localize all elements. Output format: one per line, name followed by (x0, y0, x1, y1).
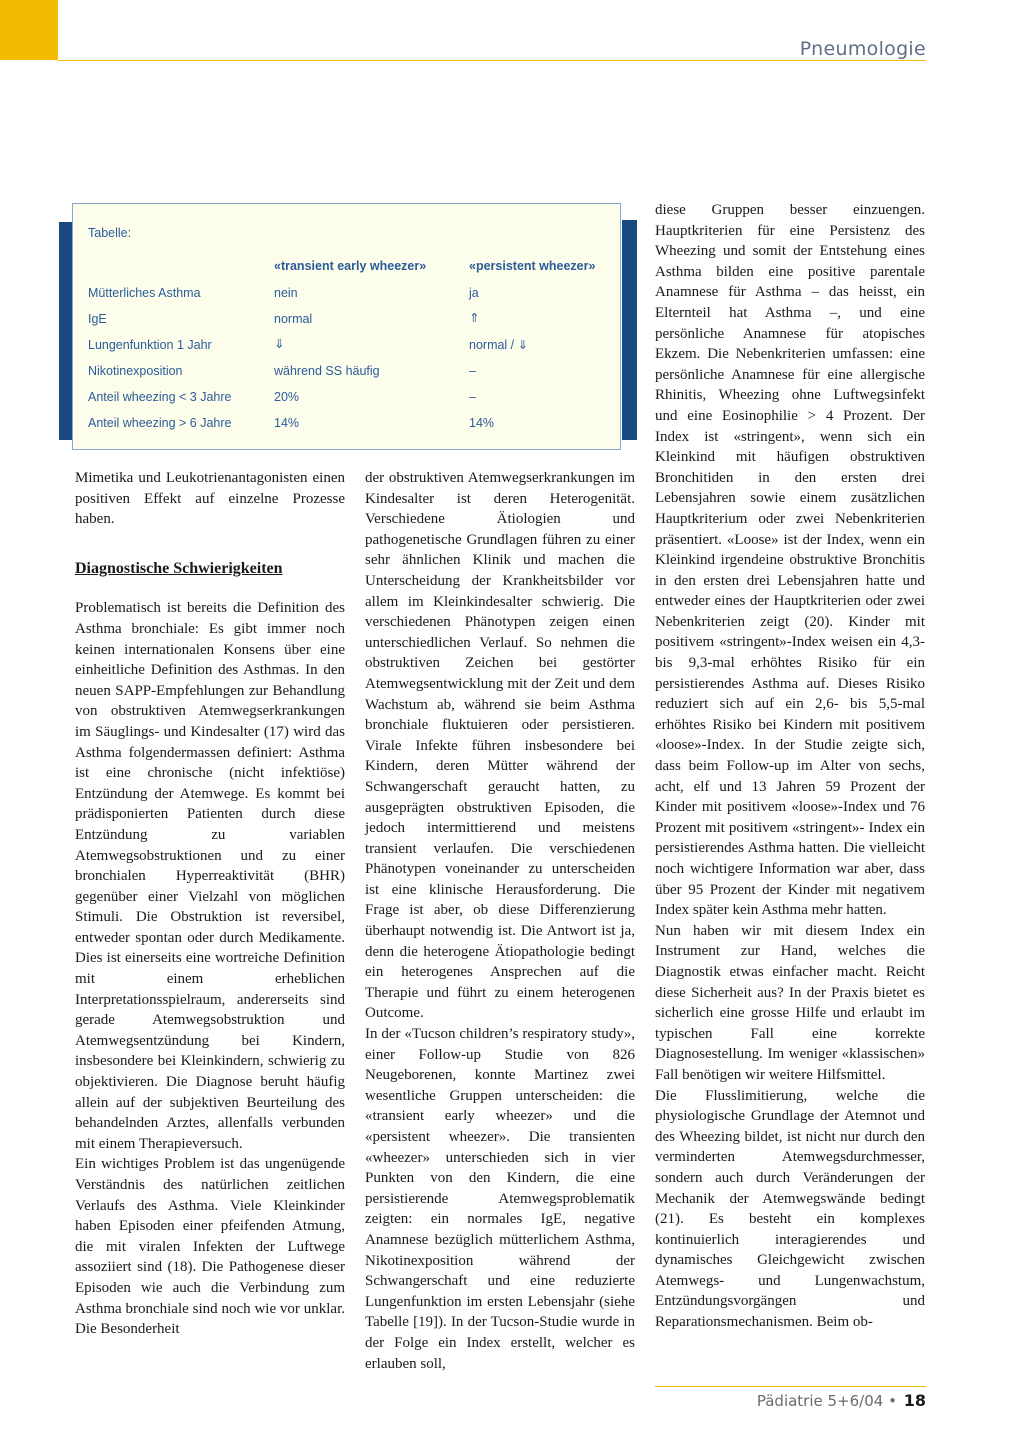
page-number: 18 (903, 1391, 926, 1410)
text-column-3 (655, 200, 925, 1333)
paragraph: diese Gruppen besser einzuengen. Hauptkriterien für eine Persistenz des Wheezing und somit der Entstehung eines Asthma bilden eine positive parentale Anamnese für Asthma – das heisst, ein Elternteil hat Asthma –, und eine persönliche Anamnese für atopisches Ekzem. Die Nebenkriterien umfassen: eine persönliche Anamnese für eine allergische Rhinitis, Wheezing ohne Luftwegsinfekt und eine Eosinophilie > 4 Prozent. Der Index ist «stringent», wenn sich ein Kleinkind mit häufigen obstruktiven Bronchitiden in den ersten drei Lebensjahren sowie einem zusätzlichen Hauptkriterium oder zwei Nebenkriterien präsentiert. «Loose» ist der Index, wenn ein Kleinkind irgendeine obstruktive Bronchitis in den ersten drei Lebensjahren hatte und entweder eines der Hauptkriterien oder zwei Nebenkriterien zeigt (20). Kinder mit positivem «stringent»-Index weisen ein 4,3- bis 9,3-mal erhöhtes Risiko für ein persistierendes Asthma auf. Dieses Risiko reduziert sich auf ein 2,6- bis 5,5-mal erhöhtes Risiko bei Kindern mit positivem «loose»-Index. In der Studie zeigte sich, dass beim Follow-up im Alter von sechs, acht, elf und 13 Jahren 59 Prozent der Kinder mit positivem «loose»-Index und 76 Prozent mit positivem «stringent»- Index ein persistierendes Asthma hatten. Die vielleicht noch wichtigere Information war aber, dass über 95 Prozent der Kinder mit negativem Index später kein Asthma mehr hatten. (655, 202, 925, 919)
comparison-table (72, 203, 621, 450)
table-cell-transient: ⇓ (274, 337, 285, 351)
paragraph: Nun haben wir mit diesem Index ein Instrument zur Hand, welches die Diagnostik etwas einfacher macht. Reicht diese Sicherheit aus? In der Praxis bietet es sicherlich eine grosse Hilfe und erlaubt im typischen Fall eine korrekte Diagnosestellung. Im weniger «klassischen» Fall benötigen wir weitere Hilfsmittel. (655, 922, 925, 1083)
table-row-label: Anteil wheezing > 6 Jahre (88, 416, 232, 430)
table-row-label: Nikotinexposition (88, 364, 183, 378)
table-cell-persistent: ja (469, 286, 479, 300)
table-cell-persistent: ⇑ (469, 311, 480, 325)
table-row-label: Anteil wheezing < 3 Jahre (88, 390, 232, 404)
paragraph: Die Flusslimitierung, welche die physiologische Grundlage der Atemnot und des Wheezing bildet, ist nicht nur durch den verminderten Atemwegsdurchmesser, sondern auch durch Veränderungen der Mechanik der Atemwegswände bedingt (21). Es besteht ein komplexes kontinuierlich interagierendes und dynamisches Gleichgewicht zwischen Atemwegs- und Lungenwachstum, Entzündungsvorgängen und Reparationsmechanismen. Beim ob- (655, 1087, 925, 1331)
text-column-2 (365, 468, 635, 1374)
table-accent-left (59, 222, 73, 440)
table-row-label: Mütterliches Asthma (88, 286, 201, 300)
text-column-1 (75, 468, 345, 1340)
table-row-label: IgE (88, 312, 107, 326)
paragraph: In der «Tucson children’s respiratory study», einer Follow-up Studie von 826 Neugeborenen, konnte Martinez zwei wesentliche Gruppen unterscheiden: die «transient early wheezer» und die «persistent wheezer». Die transienten «wheezer» unterschieden sich in vier Punkten von den Kindern, die eine persistierende Atemwegsproblematik zeigten: ein normales IgE, negative Anamnese bezüglich mütterlichem Asthma, Nikotinexposition während der Schwangerschaft und eine reduzierte Lungenfunktion im ersten Lebensjahr (siehe Tabelle [19]). In der Tucson-Studie wurde in der Folge ein Index erstellt, welcher es erlauben soll, (365, 1026, 635, 1372)
table-cell-persistent: – (469, 390, 476, 404)
header-rule (58, 60, 926, 61)
table-header-transient: «transient early wheezer» (274, 259, 427, 273)
table-cell-transient: 14% (274, 416, 300, 430)
footer-bullet: • (888, 1392, 897, 1410)
table-title: Tabelle: (88, 226, 132, 240)
table-cell-transient: während SS häufig (274, 364, 380, 378)
table-row-label: Lungenfunktion 1 Jahr (88, 338, 212, 352)
corner-accent (0, 0, 58, 60)
table-cell-persistent: normal / ⇓ (469, 338, 529, 352)
table-cell-transient: normal (274, 312, 313, 326)
paragraph: Mimetika und Leukotrienantagonisten einen positiven Effekt auf einzelne Prozesse haben. (75, 470, 345, 528)
table-accent-right (622, 220, 637, 440)
page-footer (757, 1391, 926, 1410)
table-header-persistent: «persistent wheezer» (469, 259, 596, 273)
section-title: Pneumologie (799, 38, 926, 60)
journal-name: Pädiatrie 5+6/04 (756, 1392, 884, 1410)
paragraph: der obstruktiven Atemwegserkrankungen im Kindesalter ist deren Heterogenität. Verschiedene Ätiologien und pathogenetische Grundlagen führen zu einer sehr ähnlichen Klinik und machen die Unterscheidung der Krankheitsbilder vor allem im Kleinkindesalter schwierig. Die verschiedenen Phänotypen zeigen einen unterschiedlichen Verlauf. So nehmen die obstruktiven Zeichen bei gestörter Atemwegsentwicklung mit der Zeit und dem Wachstum ab, während sie beim Asthma bronchiale fluktuieren oder persistieren. Virale Infekte führen insbesondere bei Kindern, deren Mütter während der Schwangerschaft geraucht hatten, zu ausgeprägten obstruktiven Episoden, die jedoch intermittierend und meistens transient verlaufen. Die verschiedenen Phänotypen voneinander zu unterscheiden ist eine klinische Herausforderung. Die Frage ist aber, ob diese Differenzierung überhaupt notwendig ist. Die Antwort ist ja, denn die heterogene Ätiopathologie bedingt ein heterogenes Ansprechen auf die Therapie und führt zu einem heterogenen Outcome. (365, 470, 635, 1022)
footer-rule (655, 1386, 926, 1387)
table-cell-transient: nein (274, 286, 298, 300)
table-cell-transient: 20% (274, 390, 300, 404)
table-cell-persistent: 14% (469, 416, 495, 430)
paragraph: Ein wichtiges Problem ist das ungenügende Verständnis des natürlichen zeitlichen Verlaufs des Asthma. Viele Kleinkinder haben Episoden einer pfeifenden Atmung, die mit viralen Infekten der Luftwege assoziiert sind (18). Die Pathogenese dieser Episoden wie auch die Verbindung zum Asthma bronchiale sind noch wie vor unklar. Die Besonderheit (75, 1156, 345, 1338)
section-heading: Diagnostische Schwierigkeiten (75, 559, 283, 577)
table-cell-persistent: – (469, 364, 476, 378)
paragraph: Problematisch ist bereits die Definition des Asthma bronchiale: Es gibt immer noch keinen internationalen Konsens über eine einheitliche Definition des Asthmas. In den neuen SAPP-Empfehlungen zur Behandlung von obstruktiven Atemwegserkrankungen im Säuglings- und Kindesalter (17) wird das Asthma folgendermassen definiert: Asthma ist eine chronische (nicht infektiöse) Entzündung der Atemwege. Es kommt bei prädisponierten Patienten durch diese Entzündung zu variablen Atemwegsobstruktionen und zu einer bronchialen Hyperreaktivität (BHR) gegenüber einer Vielzahl von möglichen Stimuli. Die Obstruktion ist reversibel, entweder spontan oder durch Medikamente. Dies ist einerseits eine wortreiche Definition mit einem erheblichen Interpretationsspielraum, andererseits sind gerade Atemwegsobstruktion und Atemwegsentzündung bei Kindern, insbesondere bei Kleinkindern, schwierig zu objektivieren. Die Diagnose beruht häufig allein auf der subjektiven Beurteilung des behandelnden Arztes, allenfalls verbunden mit einem Therapieversuch. (75, 600, 345, 1152)
